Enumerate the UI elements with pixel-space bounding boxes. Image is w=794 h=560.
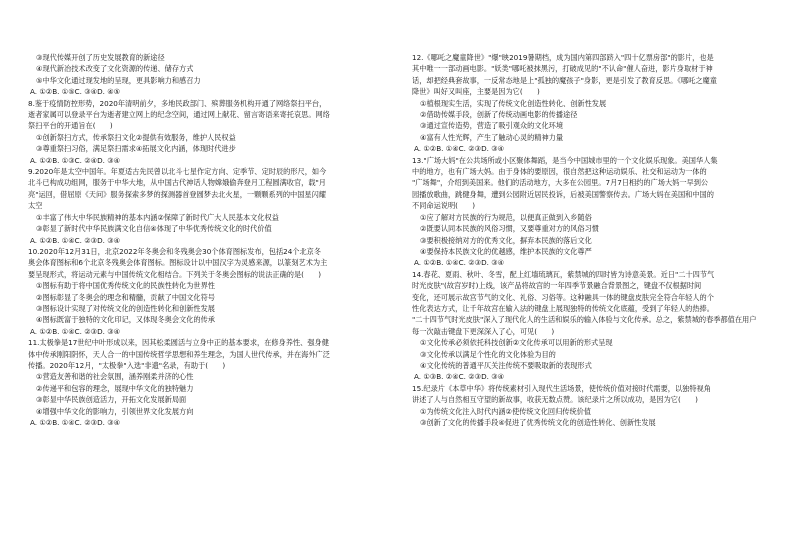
text-line: ①丰富了伟大中华民族精神的基本内涵②保障了新时代广大人民基本文化权益 bbox=[36, 212, 279, 222]
text-line: ①创新祭扫方式，传承祭扫文化②提供有效服务，维护人民权益 bbox=[36, 132, 236, 142]
text-line: 不同命运说明( ) bbox=[412, 201, 476, 211]
text-line: ②既要认同本民族的风俗习惯，又要尊重对方的风俗习惯 bbox=[420, 224, 599, 234]
text-line: ③通过宣传造势，营造了吸引观众的文化环境 bbox=[420, 121, 564, 131]
text-line: ③现代传媒开创了历史发展教育的新途径 bbox=[36, 53, 165, 62]
text-line: ③尊重祭扫习俗，满足祭扫需求④拓展文化内涵，体现时代进步 bbox=[36, 144, 236, 154]
text-line: 中的地方，也有广场大妈。由于身体的要原因，很自然把这种运动娱乐、社交和运动为一体的 bbox=[412, 167, 707, 177]
text-line: ①图标有助于将中国优秀传统文化的民族性转化为世界性 bbox=[36, 281, 215, 291]
left-column bbox=[28, 52, 386, 428]
text-line: "广场舞"，介绍到美国来。他们的活动地方，大多在公园里。7月7日相约的广场大妈一早到公 bbox=[412, 178, 709, 188]
text-line: A. ①③B. ②④C. ②③D. ③④ bbox=[414, 372, 505, 382]
text-line: ③文化传承以满足个性化的文化体验为目的 bbox=[420, 349, 556, 359]
text-line: A. ①②B. ①④C. ②③D. ③④ bbox=[30, 418, 121, 427]
text-line: 降世》叫好又叫座，主要是因为它( ) bbox=[412, 87, 540, 97]
text-line: ③创新了文化的传播手段④促进了优秀传统文化的创造性转化、创新性发展 bbox=[420, 418, 656, 427]
text-line: A. ①②B. ①④C. ②③D. ③④ bbox=[30, 235, 121, 245]
text-line: ⑤中华文化通过现发地的呈现，更具影响力和感召力 bbox=[36, 75, 201, 85]
text-line: ④增强中华文化的影响力，引领世界文化发展方向 bbox=[36, 406, 194, 416]
text-line: ③彰显了新时代中华民族满文化自信④体现了中华优秀传统文化的时代价值 bbox=[36, 224, 272, 234]
text-line: ③彰显中华民族创造活力，开拓文化发展新局面 bbox=[36, 395, 187, 405]
text-line: ②传递平和包容的理念，展现中华文化的独特魅力 bbox=[36, 383, 194, 393]
text-line: 奥会体育图标和6个北京冬残奥会体育图标。图标设计以中国汉字为灵感来源，以篆刻艺术为主 bbox=[28, 258, 328, 268]
text-line: 要呈现形式，将运动元素与中国传统文化相结合。下列关于冬奥会图标的说法正确的是( ) bbox=[28, 269, 322, 279]
text-line: ③要积极接纳对方的优秀文化，摒弃本民族的落后文化 bbox=[420, 235, 592, 245]
text-line: ①文化传承必须依托科技创新②文化传承可以用新的形式呈现 bbox=[420, 338, 613, 348]
text-line: 性化表达方式，让千年故宫在输入法的键盘上展现独特的传统文化底蕴，受到了年轻人的热捧。 bbox=[412, 303, 714, 313]
text-line: A. ①②B. ①④C. ②③D. ③④ bbox=[414, 144, 505, 154]
text-line: 变化，还可展示故宫节气的文化、礼俗、习俗等。这种融具一体的键盘皮肤完全符合年轻人的个 bbox=[412, 292, 714, 302]
text-line: 时光皮肤"(故宫岁时)上线，该产品将故宫的一年四季节景融合背景图之，键盘不仅根据时间 bbox=[412, 281, 702, 291]
text-line: 13."广场大妈"在公共场所或小区聚体舞蹈，是当今中国城市里的一个文化娱乐现象。美国华人集 bbox=[412, 155, 718, 165]
text-line: A. ①②B. ①④C. ②③D. ③④ bbox=[414, 258, 505, 268]
text-line: ④现代新冶技术改变了文化资源的传递、储存方式 bbox=[36, 64, 194, 74]
text-line: 祭扫平台的开通旨在( ) bbox=[28, 121, 113, 131]
text-line: ④富有人性光辉，产生了触动心灵的精神力量 bbox=[420, 132, 564, 142]
text-line: 8.鉴于疫情防控形势，2020年清明前夕，多地民政部门、殡葬服务机构开通了网络祭扫平台， bbox=[28, 98, 327, 108]
text-line: A. ①②B. ①④C. ②③D. ③④ bbox=[30, 326, 121, 336]
text-line: 10.2020年12月31日，北京2022年冬奥会和冬残奥会30个体育图标发布，包括24个北京冬 bbox=[28, 246, 322, 256]
text-line: ④文化传统的普通平仄关注传统不要吸取新的表现形式 bbox=[420, 360, 592, 370]
text-line: "二十四节气时光皮肤"深入了现代化人的生活和娱乐的输入体验与文化传承。总之，紫禁城的春季都值在用户 bbox=[412, 315, 757, 325]
text-line: 讲述了人与自然相互守望的新故事，收获无数点赞。该纪录片之所以成功，是因为它( ) bbox=[412, 395, 698, 405]
text-line: 园播放歌曲，跳健身舞，遭到公园附近居民投诉，后被美国警察传去。广场大妈在美国和中国的 bbox=[412, 189, 714, 199]
text-line: 逝者家属可以登录平台为逝者建立网上的纪念空间，通过网上献花、留言寄语来寄托哀思。网络 bbox=[28, 110, 330, 120]
text-line: 14.春花、夏雨、秋叶、冬雪，配上红墙琉璃瓦，紫禁城的四时皆为诗意美景。近日"二十四节气 bbox=[412, 269, 715, 279]
text-line: 每一次敲击键盘下更深深入了心，可见( ) bbox=[412, 326, 555, 336]
text-line: 话，却把经典套故事，一反常态地是上"孤独的魔孩子"身影，更是引发了教育反思。《哪吒之魔童 bbox=[412, 75, 717, 85]
text-line: 亮"运回，借屈原《天问》服务探索多梦的探测器首登圆梦去北火星，一颗颗系列的中国星闪耀 bbox=[28, 189, 326, 199]
text-line: 传播。2020年12月，"太极拳"入选"非遗"名录，有助于( ) bbox=[28, 360, 226, 370]
text-line: ②借助传媒手段，创新了传统动画电影的传播途径 bbox=[420, 110, 578, 120]
text-line: ④图标既富于独特的文化印记，又体现冬奥会文化的传承 bbox=[36, 315, 215, 325]
text-line: 太空 bbox=[28, 201, 43, 211]
text-line: ①应了解对方民族的行为规范，以便真正做到入乡随俗 bbox=[420, 212, 592, 222]
text-line: 北斗已构成功组网，服务于中华大地，从中国古代神话人物嫦娥偷奔登月工程圆满收官，载"月 bbox=[28, 178, 326, 188]
text-line: ③图标设计实现了对传统文化的创造性转化和创新性发展 bbox=[36, 303, 215, 313]
text-line: 11.太极拳是17世纪中叶形成以来，因其松柔圆活与立身中正的基本要求，在修身养性、强身健 bbox=[28, 338, 329, 348]
text-line: ①植根现实生活，实现了传统文化创造性转化、创新性发展 bbox=[420, 98, 607, 108]
text-line: ①为传统文化注入时代内涵②使传统文化回归传统价值 bbox=[420, 406, 592, 416]
text-line: 其中唯一一部动画电影。"妖类"哪吒被抹黑污，打破成见的"不认命"催人奋进，影片身取材于神 bbox=[412, 64, 713, 74]
right-column bbox=[412, 52, 768, 428]
text-line: ④要保持本民族文化的优越感，维护本民族的文化尊严 bbox=[420, 246, 592, 256]
text-line: 体中传承刚阳阴怀，天人合一的中国传统哲学思想和养生理念，为国人世代传承，并在海外广泛 bbox=[28, 349, 330, 359]
text-line: 9.2020年是太空中国年。年夏适古先民曾以北斗七星作定方向、定季节、定时辰的形尺，如今 bbox=[28, 167, 327, 177]
text-line: A. ①②B. ①③C. ②④D. ③④ bbox=[30, 155, 121, 165]
text-line: 12.《哪吒之魔童降世》"爆"映2019暑期档，成为国内第四部跻入"四十亿票房部"的影片，也是 bbox=[412, 53, 714, 62]
text-line: 15.纪录片《本草中华》将传统素材引入现代生活场景，使传统价值对接时代需要，以独特视角 bbox=[412, 383, 711, 393]
text-line: ②图标彰显了冬奥会的理念和精髓，贡献了中国文化符号 bbox=[36, 292, 215, 302]
text-line: A. ①②B. ①⑤C. ③④D. ④⑤ bbox=[30, 87, 121, 97]
text-line: ①营造友善和谐的社会氛围，涵养刚柔并济的心性 bbox=[36, 372, 194, 382]
